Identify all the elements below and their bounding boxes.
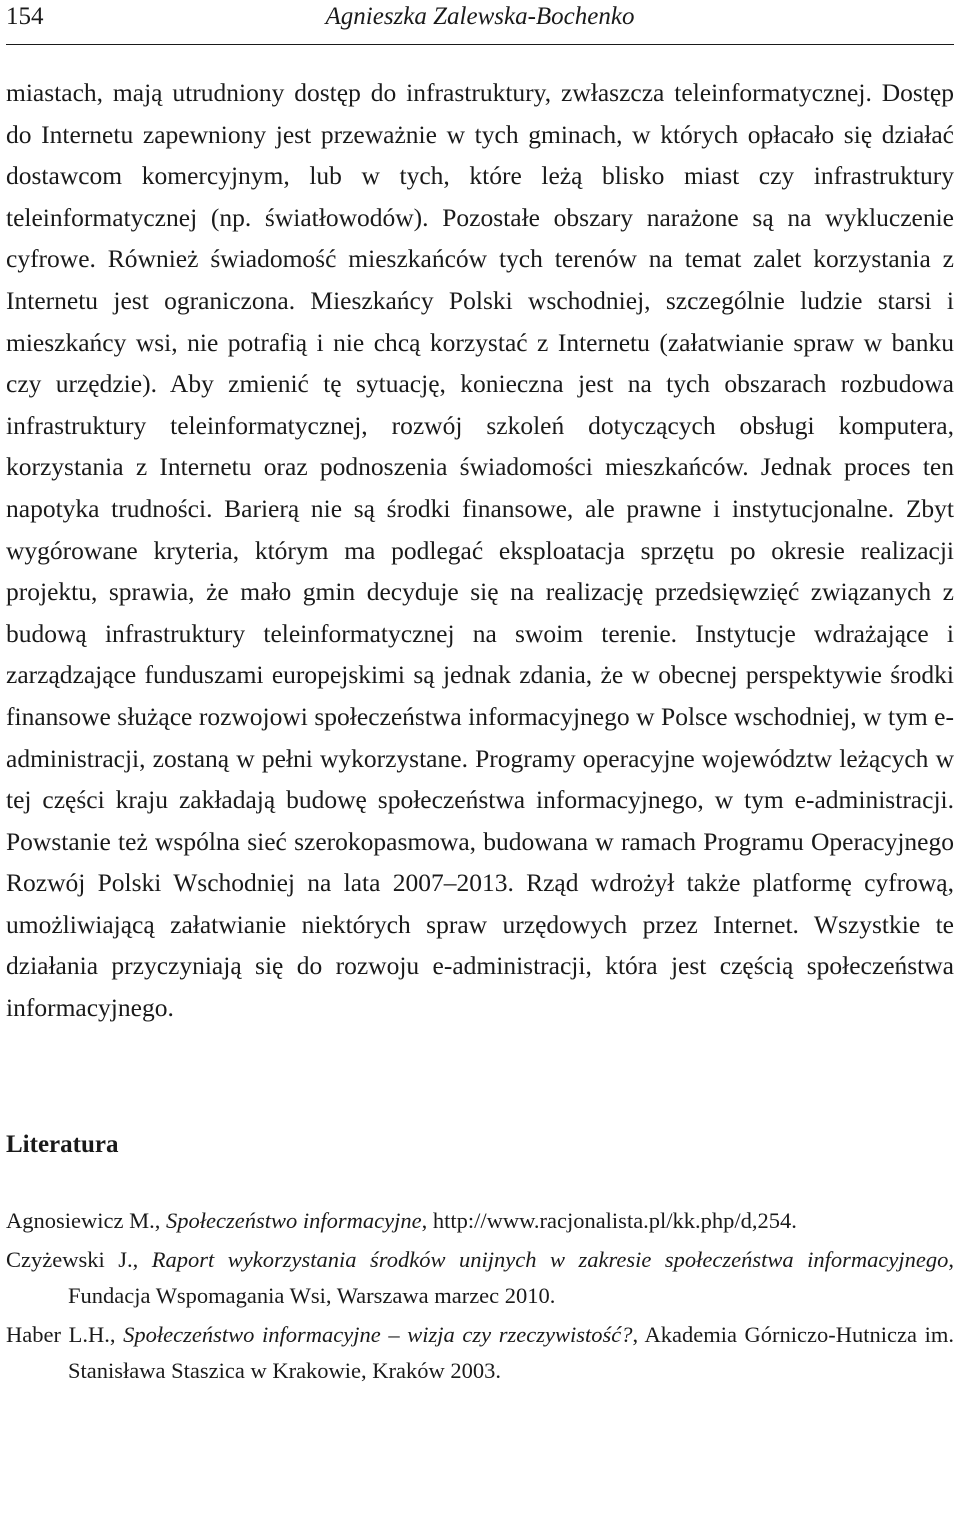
reference-entry xyxy=(6,1242,954,1314)
reference-entry xyxy=(6,1203,954,1239)
body-paragraph: miastach, mają utrudniony dostęp do infrastruktury, zwłaszcza teleinformatycznej. Dostęp do Internetu zapewniony jest przeważnie w tych gminach, w których opłacało się działać dostawcom komercyjnym, lub w tych, które leżą blisko miast czy infrastruktury teleinformatycznej (np. światłowodów). Pozostałe obszary narażone są na wykluczenie cyfrowe. Również świadomość mieszkańców tych terenów na temat zalet korzystania z Internetu jest ograniczona. Mieszkańcy Polski wschodniej, szczególnie ludzie starsi i mieszkańcy wsi, nie potrafią i nie chcą korzystać z Internetu (załatwianie spraw w banku czy urzędzie). Aby zmienić tę sytuację, konieczna jest na tych obszarach rozbudowa infrastruktury teleinformatycznej, rozwój szkoleń dotyczących obsługi komputera, korzystania z Internetu oraz podnoszenia świadomości mieszkańców. Jednak proces ten napotyka trudności. Barierą nie są środki finansowe, ale prawne i instytucjonalne. Zbyt wygórowane kryteria, którym ma podlegać eksploatacja sprzętu po okresie realizacji projektu, sprawia, że mało gmin decyduje się na realizację przedsięwzięć związanych z budową infrastruktury teleinformatycznej na swoim terenie. Instytucje wdrażające i zarządzające funduszami europejskimi są jednak zdania, że w obecnej perspektywie środki finansowe służące rozwojowi społeczeństwa informacyjnego w Polsce wschodniej, w tym e-administracji, zostaną w pełni wykorzystane. Programy operacyjne województw leżących w tej części kraju zakładają budowę społeczeństwa informacyjnego, w tym e-administracji. Powstanie też wspólna sieć szerokopasmowa, budowana w ramach Programu Operacyjnego Rozwój Polski Wschodniej na lata 2007–2013. Rząd wdrożył także platformę cyfrową, umożliwiającą załatwianie niektórych spraw urzędowych przez Internet. Wszystkie te działania przyczyniają się do rozwoju e-administracji, która jest częścią społeczeństwa informacyjnego. xyxy=(6,78,954,1023)
reference-title: Społeczeństwo informacyjne xyxy=(165,1207,422,1233)
reference-title: Społeczeństwo informacyjne – wizja czy rzeczywistość? xyxy=(123,1321,633,1347)
page-number: 154 xyxy=(6,3,44,30)
running-title: Agnieszka Zalewska-Bochenko xyxy=(325,3,635,30)
reference-title: Raport wykorzystania środków unijnych w zakresie społeczeństwa informacyjnego xyxy=(151,1246,949,1272)
running-header xyxy=(6,0,954,45)
reference-details: , Fundacja Wspomagania Wsi, Warszawa marzec 2010. xyxy=(68,1246,954,1308)
reference-list xyxy=(6,1203,954,1389)
reference-entry xyxy=(6,1317,954,1389)
literature-heading: Literatura xyxy=(6,1130,119,1158)
reference-details: , Akademia Górniczo-Hutnicza im. Stanisława Staszica w Krakowie, Kraków 2003. xyxy=(68,1321,954,1383)
reference-details: , http://www.racjonalista.pl/kk.php/d,254. xyxy=(421,1207,797,1233)
reference-author: Agnosiewicz M., xyxy=(6,1207,166,1233)
document-page xyxy=(6,0,954,1389)
reference-author: Haber L.H., xyxy=(6,1321,124,1347)
reference-author: Czyżewski J., xyxy=(6,1246,152,1272)
